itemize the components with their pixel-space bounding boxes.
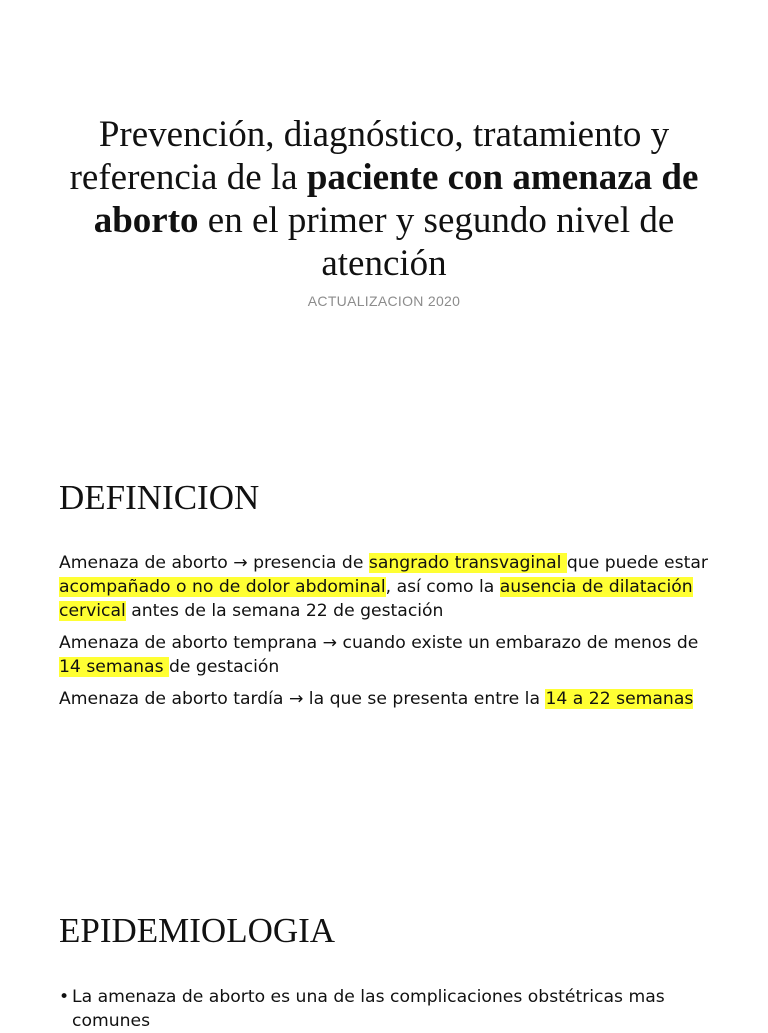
- definicion-heading: DEFINICION: [59, 478, 260, 517]
- text-run: de gestación: [168, 657, 280, 677]
- definicion-paragraph-1: [59, 551, 719, 623]
- slide-title: [40, 113, 728, 285]
- text-run: Amenaza de aborto tardía: [59, 689, 289, 709]
- text-run: , así como la: [385, 577, 500, 597]
- text-run: cuando existe un embarazo de menos de: [337, 633, 699, 653]
- definicion-paragraph-2: [59, 631, 719, 679]
- bullet-icon: •: [59, 987, 70, 1007]
- epidemiologia-body: [59, 985, 719, 1033]
- highlight: 14 a 22 semanas: [545, 689, 694, 709]
- text-run: la que se presenta entre la: [303, 689, 546, 709]
- arrow-icon: →: [288, 689, 304, 709]
- highlight: sangrado transvaginal: [368, 553, 567, 573]
- definicion-body: [59, 551, 719, 719]
- epidemiologia-list: [59, 985, 719, 1033]
- slide-subtitle: ACTUALIZACION 2020: [307, 293, 461, 309]
- highlight: 14 semanas: [59, 657, 169, 677]
- title-text-bold: paciente con amenaza de aborto: [93, 157, 699, 241]
- list-item: [59, 985, 719, 1033]
- highlight: acompañado o no de dolor abdominal: [59, 577, 386, 597]
- text-run: antes de la semana 22 de gestación: [125, 601, 444, 621]
- title-slide: [0, 0, 768, 420]
- text-run: Amenaza de aborto temprana: [59, 633, 323, 653]
- epidemiologia-heading: EPIDEMIOLOGIA: [59, 911, 336, 950]
- text-run: Amenaza de aborto: [59, 553, 234, 573]
- arrow-icon: →: [322, 633, 338, 653]
- arrow-icon: →: [233, 553, 248, 573]
- text-run: que puede estar: [566, 553, 708, 573]
- title-text-2: en el primer y segundo nivel de atención: [198, 200, 675, 284]
- highlight: ausencia de dilatación cervical: [59, 577, 693, 621]
- title-text-1: Prevención, diagnóstico, tratamiento y referencia de la: [69, 114, 670, 198]
- text-run: presencia de: [247, 553, 369, 573]
- list-item-text: La amenaza de aborto es una de las complicaciones obstétricas mas comunes: [72, 987, 665, 1031]
- definicion-paragraph-3: [59, 687, 719, 711]
